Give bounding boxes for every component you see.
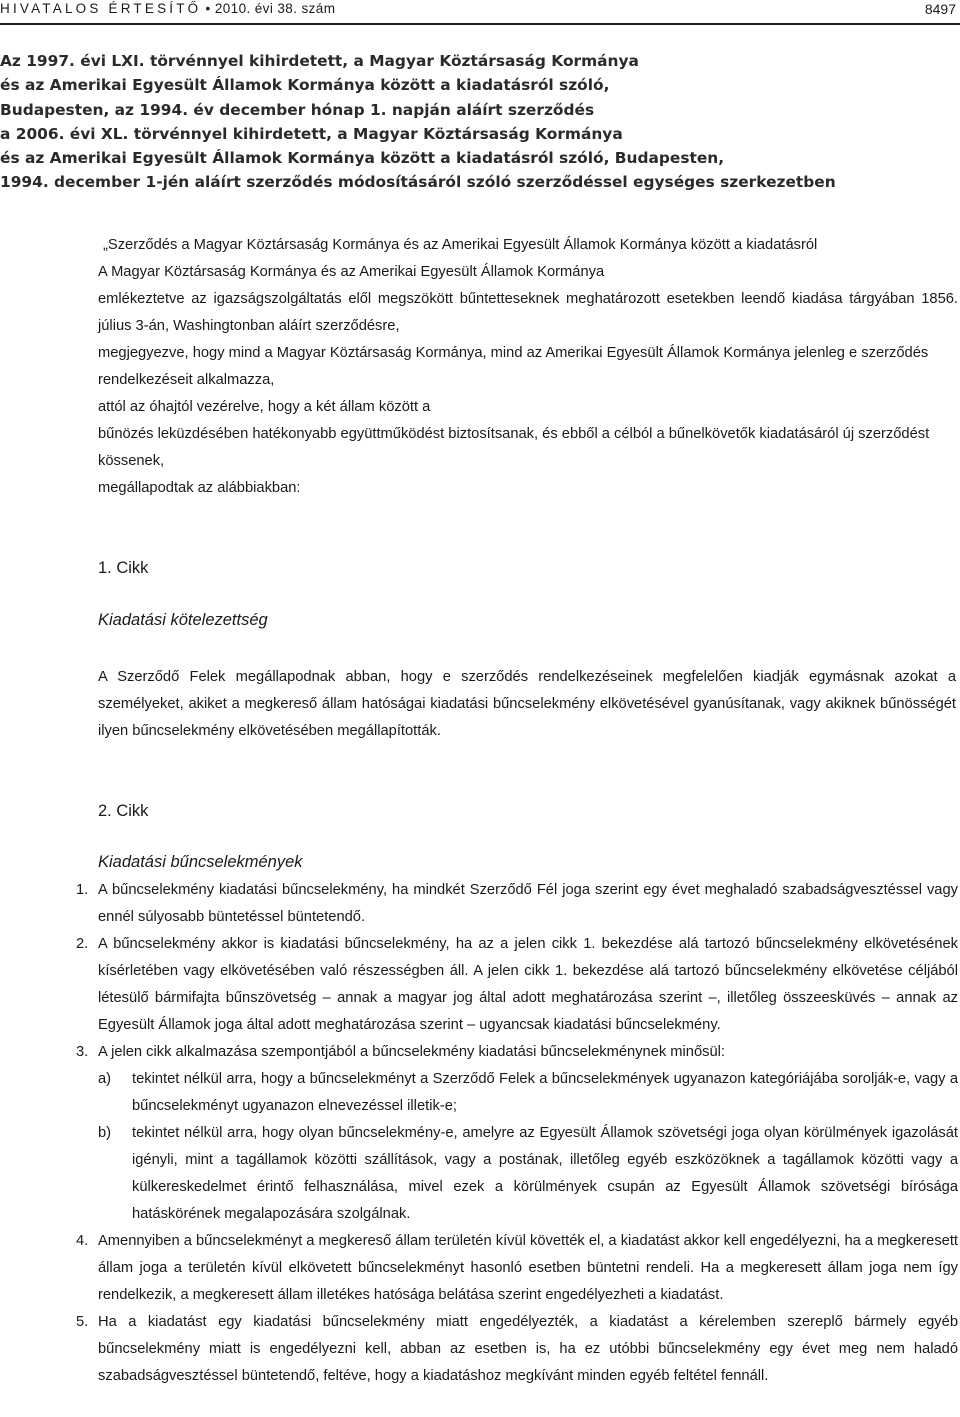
sub-item-text: tekintet nélkül arra, hogy a bűncselekményt a Szerződő Felek a bűncselekmények ugyanazon kategóriájába sorolják-e, vagy a bűncselekményt ugyanazon elnevezéssel illetik-e; bbox=[132, 1071, 958, 1114]
list-item bbox=[66, 1039, 958, 1066]
article-1-heading: Kiadatási kötelezettség bbox=[98, 611, 268, 629]
header-rule bbox=[0, 23, 960, 25]
running-head bbox=[0, 0, 960, 18]
title-line: a 2006. évi XL. törvénnyel kihirdetett, a Magyar Köztársaság Kormánya bbox=[0, 124, 623, 143]
treaty-title-line: „Szerződés a Magyar Köztársaság Kormánya és az Amerikai Egyesült Államok Kormánya között a kiadatásról bbox=[103, 237, 818, 253]
article-1-number: 1. Cikk bbox=[98, 559, 149, 577]
item-text: A bűncselekmény kiadatási bűncselekmény, ha mindkét Szerződő Fél joga szerint egy évet meghaladó szabadságvesztéssel vagy ennél súlyosabb büntetéssel büntetendő. bbox=[98, 882, 958, 925]
item-number: 2. bbox=[76, 936, 89, 952]
preamble-paragraph: megjegyezve, hogy mind a Magyar Köztársaság Kormánya, mind az Amerikai Egyesült Államok Kormánya jelenleg e szerződés rendelkezéseit alkalmazza, bbox=[98, 345, 929, 388]
preamble-paragraph: bűnözés leküzdésében hatékonyabb együttműködést biztosítsanak, és ebből a célból a bűnelkövetők kiadatásáról új szerződést kössenek, bbox=[98, 426, 930, 469]
title-line: Az 1997. évi LXI. törvénnyel kihirdetett, a Magyar Köztársaság Kormánya bbox=[0, 52, 639, 70]
article-2-items bbox=[66, 877, 958, 1390]
item-number: 3. bbox=[76, 1044, 89, 1060]
article-1-text: A Szerződő Felek megállapodnak abban, hogy e szerződés rendelkezéseinek megfelelően kiadják egymásnak azokat a személyeket, akiket a megkereső állam hatóságai kiadatási bűncselekmény elkövetésével gyanúsítanak, vagy akiknek bűnösségét ilyen bűncselekmény elkövetésében megállapították. bbox=[98, 669, 956, 739]
journal-name: HIVATALOS ÉRTESÍTŐ bbox=[0, 1, 202, 16]
list-item bbox=[66, 877, 958, 931]
list-item bbox=[66, 1228, 958, 1309]
running-head-left bbox=[0, 0, 335, 18]
preamble-paragraph: megállapodtak az alábbiakban: bbox=[98, 480, 301, 496]
sub-item-label: a) bbox=[98, 1071, 112, 1087]
item-text: A bűncselekmény akkor is kiadatási bűncselekmény, ha az a jelen cikk 1. bekezdése alá tartozó bűncselekmény elkövetésének kísérletében vagy elkövetésében való részességben áll. A jelen cikk 1. bekezdése alá tartozó bűncselekmény elkövetése céljából létesülő bármifajta bűnszövetség – annak a magyar jog által adott meghatározása szerint –, illetőleg összeesküvés – annak az Egyesült Államok joga által adott meghatározása szerint – ugyancsak kiadatási bűncselekmény. bbox=[98, 936, 958, 1033]
sub-item-text: tekintet nélkül arra, hogy olyan bűncselekmény-e, amelyre az Egyesült Államok szövetségi joga olyan körülmények igazolását igényli, mint a tagállamok közötti szállítások, vagy a postának, illetőleg egyéb eszközöknek a tagállamok közötti vagy a külkereskedelmet érintő felhasználása, mivel ezek a körülmények csupán az Egyesült Államok szövetségi bírósága hatáskörének megalapozására szolgálnak. bbox=[132, 1125, 958, 1222]
preamble-parties: A Magyar Köztársaság Kormánya és az Amerikai Egyesült Államok Kormánya bbox=[98, 264, 605, 280]
sub-item bbox=[66, 1120, 958, 1228]
issue-label: 2010. évi 38. szám bbox=[214, 1, 336, 16]
preamble-paragraph: emlékeztetve az igazságszolgáltatás elől megszökött bűntetteseknek meghatározott esetekben leendő kiadása tárgyában 1856. július 3-án, Washingtonban aláírt szerződésre, bbox=[98, 291, 958, 334]
title-line: Budapesten, az 1994. év december hónap 1. napján aláírt szerződés bbox=[0, 100, 595, 119]
document-title bbox=[0, 49, 960, 195]
item-text: A jelen cikk alkalmazása szempontjából a bűncselekmény kiadatási bűncselekménynek minősül: bbox=[98, 1044, 725, 1060]
sub-item-label: b) bbox=[98, 1125, 112, 1141]
title-line: és az Amerikai Egyesült Államok Kormánya között a kiadatásról szóló, bbox=[0, 76, 610, 95]
item-number: 5. bbox=[76, 1314, 89, 1330]
list-item bbox=[66, 1309, 958, 1390]
separator-bullet: • bbox=[205, 1, 211, 16]
article-2-number: 2. Cikk bbox=[98, 802, 149, 820]
item-number: 1. bbox=[76, 882, 89, 898]
preamble-paragraph: attól az óhajtól vezérelve, hogy a két állam között a bbox=[98, 399, 431, 415]
article-2-heading: Kiadatási bűncselekmények bbox=[98, 853, 303, 871]
item-number: 4. bbox=[76, 1233, 89, 1249]
treaty-body bbox=[98, 232, 958, 872]
title-line: és az Amerikai Egyesült Államok Kormánya között a kiadatásról szóló, Budapesten, bbox=[0, 149, 725, 168]
item-text: Ha a kiadatást egy kiadatási bűncselekmény miatt engedélyezték, a kiadatást a kérelemben szereplő bármely egyéb bűncselekmény miatt is engedélyezni kell, abban az esetben is, ha ez utóbbi bűncselekmény egy évet meg nem haladó szabadságvesztéssel büntetendő, feltéve, hogy a kiadatáshoz megkívánt minden egyéb feltétel fennáll. bbox=[98, 1314, 958, 1384]
title-line: 1994. december 1-jén aláírt szerződés módosításáról szóló szerződéssel egységes szerkezetben bbox=[0, 173, 836, 192]
list-item bbox=[66, 931, 958, 1039]
item-text: Amennyiben a bűncselekményt a megkereső állam területén kívül követték el, a kiadatást akkor kell engedélyezni, ha a megkeresett állam joga a területén kívül elkövetett bűncselekményt hasonló esetben büntetni rendeli. Ha a megkeresett állam joga nem így rendelkezik, a megkeresett állam illetékes hatósága belátása szerint engedélyezheti a kiadatást. bbox=[98, 1233, 958, 1303]
page-number: 8497 bbox=[924, 1, 956, 17]
sub-item bbox=[66, 1066, 958, 1120]
